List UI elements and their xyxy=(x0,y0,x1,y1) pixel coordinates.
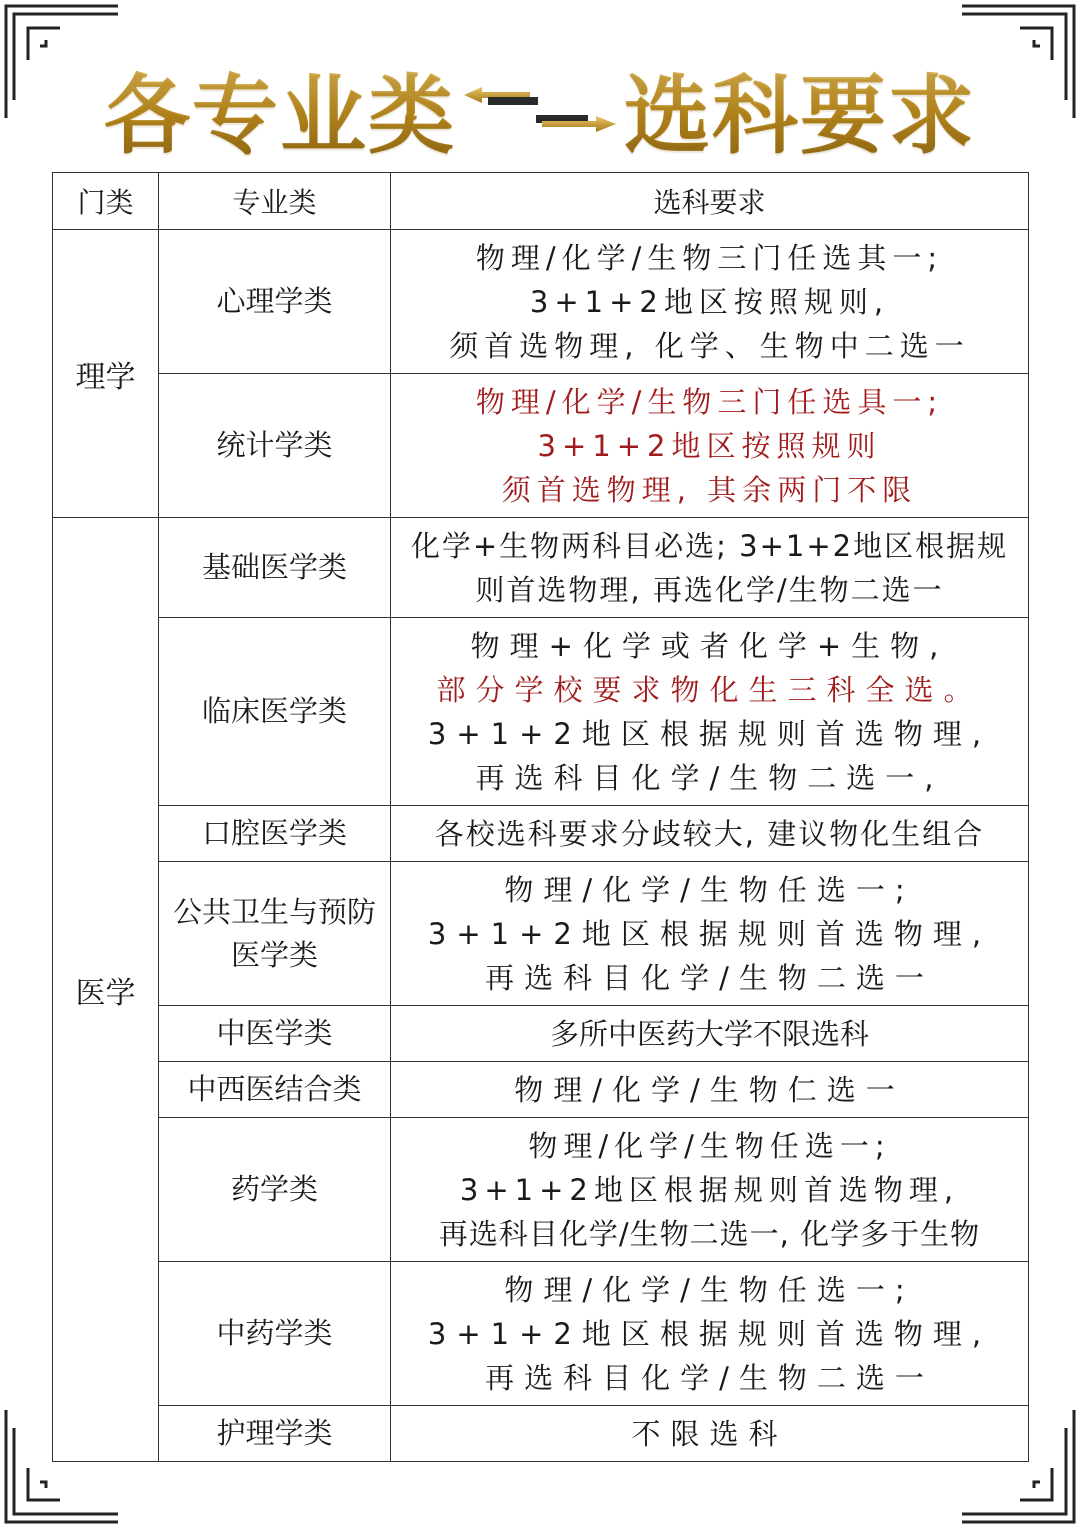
table-row xyxy=(53,1118,1029,1262)
table-row xyxy=(53,618,1029,806)
major-cell: 中西医结合类 xyxy=(159,1062,391,1118)
title-left: 各专业类 xyxy=(104,46,456,170)
table-row xyxy=(53,518,1029,618)
table-row xyxy=(53,1006,1029,1062)
major-cell: 口腔医学类 xyxy=(159,806,391,862)
requirement-cell: 物理/化学/生物三门任选其一; 3+1+2地区按照规则, 须首选物理, 化学、生物中二选一 xyxy=(391,230,1029,374)
table-row xyxy=(53,230,1029,374)
requirement-cell: 多所中医药大学不限选科 xyxy=(391,1006,1029,1062)
major-cell: 临床医学类 xyxy=(159,618,391,806)
major-cell: 心理学类 xyxy=(159,230,391,374)
header-requirement: 选科要求 xyxy=(391,173,1029,230)
requirement-cell: 不限选科 xyxy=(391,1406,1029,1462)
table-row xyxy=(53,1262,1029,1406)
page-title xyxy=(0,48,1080,168)
table-row xyxy=(53,1062,1029,1118)
requirement-cell: 各校选科要求分歧较大, 建议物化生组合 xyxy=(391,806,1029,862)
subject-requirements-table xyxy=(52,172,1029,1462)
requirement-cell: 化学+生物两科目必选; 3+1+2地区根据规 则首选物理, 再选化学/生物二选一 xyxy=(391,518,1029,618)
double-arrow-icon xyxy=(460,73,620,143)
title-right: 选科要求 xyxy=(624,46,976,170)
category-science: 理学 xyxy=(53,230,159,518)
table-header-row xyxy=(53,173,1029,230)
major-cell: 统计学类 xyxy=(159,374,391,518)
category-medicine: 医学 xyxy=(53,518,159,1462)
requirement-cell: 物理/化学/生物仁选一 xyxy=(391,1062,1029,1118)
requirement-cell: 物理/化学/生物任选一; 3+1+2地区根据规则首选物理, 再选科目化学/生物二选一 xyxy=(391,1262,1029,1406)
header-major: 专业类 xyxy=(159,173,391,230)
table-row xyxy=(53,862,1029,1006)
major-cell: 护理学类 xyxy=(159,1406,391,1462)
requirement-cell: 物理/化学/生物三门任选具一; 3+1+2地区按照规则 须首选物理, 其余两门不限 xyxy=(391,374,1029,518)
table-row xyxy=(53,806,1029,862)
header-category: 门类 xyxy=(53,173,159,230)
major-cell: 公共卫生与预防 医学类 xyxy=(159,862,391,1006)
major-cell: 中医学类 xyxy=(159,1006,391,1062)
major-cell: 药学类 xyxy=(159,1118,391,1262)
major-cell: 中药学类 xyxy=(159,1262,391,1406)
requirement-cell: 物理+化学或者化学+生物, 部分学校要求物化生三科全选。 3+1+2地区根据规则首选物理, 再选科目化学/生物二选一, xyxy=(391,618,1029,806)
table-row xyxy=(53,374,1029,518)
major-cell: 基础医学类 xyxy=(159,518,391,618)
table-row xyxy=(53,1406,1029,1462)
requirement-cell: 物理/化学/生物任选一; 3+1+2地区根据规则首选物理, 再选科目化学/生物二选一, 化学多于生物 xyxy=(391,1118,1029,1262)
requirement-cell: 物理/化学/生物任选一; 3+1+2地区根据规则首选物理, 再选科目化学/生物二选一 xyxy=(391,862,1029,1006)
